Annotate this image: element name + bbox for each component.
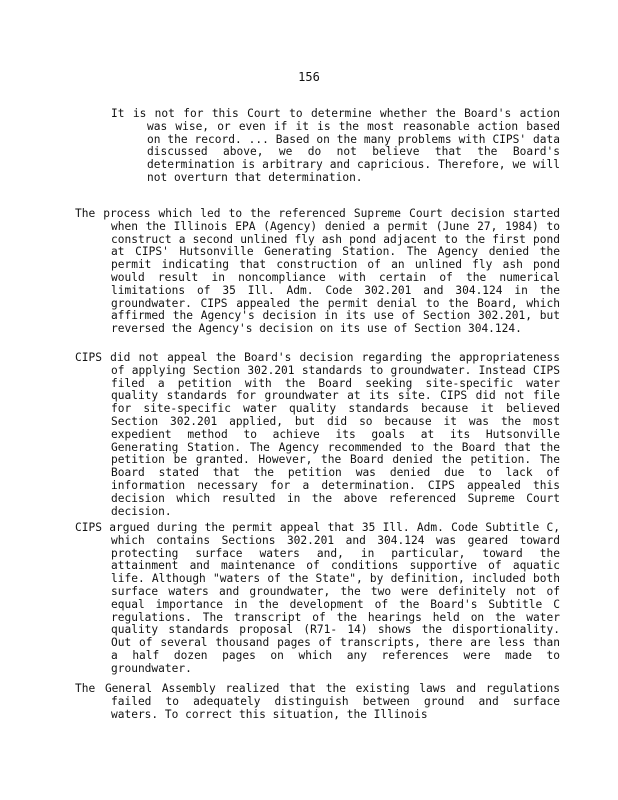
paragraph-permit-denial: [75, 208, 560, 336]
quoted-paragraph: It is not for this Court to determine whether the Board's action was wise, or even if it is the most reasonable action based on the record. ... Based on the many problems with CIPS' data discussed above, we do not believe that the Board's determination is arbitrary and capricious. Therefore, we will not overturn that determination.: [111, 107, 560, 184]
page-number: 156: [298, 70, 320, 84]
body-paragraph: CIPS did not appeal the Board's decision regarding the appropriateness of applying Section 302.201 standards to groundwater. Instead CIPS filed a petition with the Board seeking site-specific water quality standards for groundwater at its site. CIPS did not file for site-specific water quality standards because it believed Section 302.201 applied, but did so because it was the most expedient method to achieve its goals at its Hutsonville Generating Station. The Agency recommended to the Board that the petition be granted. However, the Board denied the petition. The Board stated that the petition was denied due to lack of information necessary for a determination. CIPS appealed this decision which resulted in the above referenced Supreme Court decision.: [75, 351, 560, 518]
body-paragraph: CIPS argued during the permit appeal that 35 Ill. Adm. Code Subtitle C, which contains Sections 302.201 and 304.124 was geared toward protecting surface waters and, in particular, toward the attainment and maintenance of conditions supportive of aquatic life. Although "waters of the State", by definition, included both surface waters and groundwater, the two were definitely not of equal importance in the development of the Board's Subtitle C regulations. The transcript of the hearings held on the water quality standards proposal (R71- 14) shows the disportionality. Out of several thousand pages of transcripts, there are less than a half dozen pages on which any references were made to groundwater.: [75, 521, 560, 675]
paragraph-site-specific-petition: [75, 352, 560, 518]
body-paragraph: The process which led to the referenced Supreme Court decision started when the Illinois EPA (Agency) denied a permit (June 27, 1984) to construct a second unlined fly ash pond adjacent to the first pond at CIPS' Hutsonville Generating Station. The Agency denied the permit indicating that construction of an unlined fly ash pond would result in noncompliance with certain of the numerical limitations of 35 Ill. Adm. Code 302.201 and 304.124 in the groundwater. CIPS appealed the permit denial to the Board, which affirmed the Agency's decision in its use of Section 302.201, but reversed the Agency's decision on its use of Section 304.124.: [75, 207, 560, 336]
paragraph-general-assembly: [75, 683, 560, 721]
body-paragraph: The General Assembly realized that the existing laws and regulations failed to adequately distinguish between ground and surface waters. To correct this situation, the Illinois: [75, 682, 560, 721]
quote-block: [111, 108, 560, 185]
paragraph-subtitle-c-argument: [75, 522, 560, 676]
